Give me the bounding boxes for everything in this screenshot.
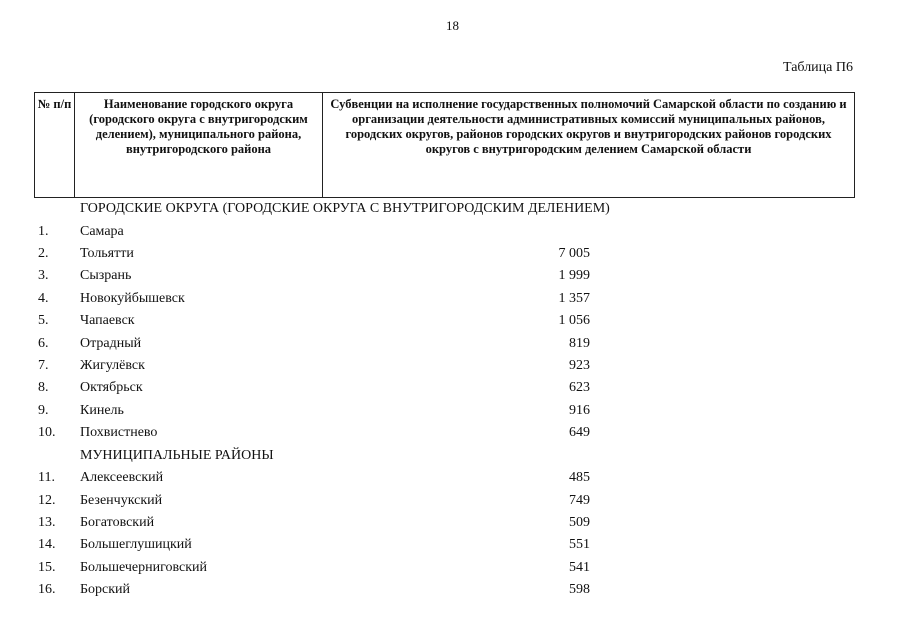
row-number: 16. [38, 582, 56, 598]
table-row [0, 221, 905, 243]
row-name: Большечерниговский [80, 559, 208, 575]
row-number: 2. [38, 246, 49, 261]
row-number: 11. [38, 470, 55, 486]
row-value: 541 [569, 559, 590, 575]
row-value: 923 [569, 358, 590, 373]
row-value: 1 999 [558, 268, 590, 284]
row-name: Борский [80, 582, 131, 598]
row-number: 8. [38, 380, 49, 396]
row-name: Сызрань [80, 268, 132, 284]
row-name: Похвистнево [80, 425, 158, 441]
row-value: 649 [569, 425, 590, 441]
row-name: Кинель [80, 402, 124, 418]
row-value: 1 357 [558, 290, 590, 306]
row-name: Самара [80, 223, 124, 239]
row-name: Октябрьск [80, 380, 143, 396]
row-value: 819 [569, 335, 590, 351]
row-number: 4. [38, 290, 49, 306]
row-value: 916 [569, 402, 590, 418]
row-name: Новокуйбышевск [80, 290, 185, 306]
row-number: 13. [38, 515, 56, 530]
table-row [0, 310, 905, 332]
row-number: 15. [38, 559, 56, 575]
row-number: 9. [38, 402, 49, 418]
header-subvention-column: Субвенции на исполнение государственных полномочий Самарской области по созданию и организации деятельности административных комиссий муниципальных районов, городских округов, районов городских округов и внутригородских районов городских округов с внутригородским делением Самарской области [330, 97, 847, 156]
row-number: 7. [38, 358, 49, 373]
table-row [0, 400, 905, 422]
row-number: 6. [38, 335, 49, 351]
row-value: 485 [569, 470, 590, 486]
table-row [0, 557, 905, 579]
header-name-column: Наименование городского округа (городского округа с внутригородским делением), муниципального района, внутригородского района [75, 93, 323, 197]
row-name: Большеглушицкий [80, 537, 192, 553]
row-name: Алексеевский [80, 470, 164, 486]
section-heading: ГОРОДСКИЕ ОКРУГА (ГОРОДСКИЕ ОКРУГА С ВНУТРИГОРОДСКИМ ДЕЛЕНИЕМ) [80, 201, 610, 216]
row-number: 1. [38, 223, 49, 239]
table-row [0, 512, 905, 534]
row-number: 12. [38, 492, 56, 508]
row-number: 3. [38, 268, 49, 284]
row-number: 10. [38, 425, 56, 441]
table-header [34, 92, 855, 198]
table-row [0, 490, 905, 512]
table-row [0, 377, 905, 399]
table-row [0, 355, 905, 377]
row-number: 14. [38, 537, 56, 553]
table-row [0, 422, 905, 444]
table-row [0, 243, 905, 265]
row-value: 749 [569, 492, 590, 508]
row-name: Отрадный [80, 335, 142, 351]
row-name: Тольятти [80, 246, 134, 261]
row-value: 551 [569, 537, 590, 553]
row-name: Безенчукский [80, 492, 163, 508]
row-name: Жигулёвск [80, 358, 145, 373]
table-row [0, 265, 905, 287]
row-value: 7 005 [558, 246, 590, 261]
section-heading: МУНИЦИПАЛЬНЫЕ РАЙОНЫ [80, 447, 274, 463]
row-value: 509 [569, 515, 590, 530]
page-number: 18 [446, 18, 459, 33]
header-number-column: № п/п [35, 93, 75, 197]
row-value: 623 [569, 380, 590, 396]
table-label: Таблица П6 [783, 60, 853, 75]
row-value: 598 [569, 582, 590, 598]
table-row [0, 579, 905, 601]
table-row [0, 333, 905, 355]
row-name: Чапаевск [80, 313, 135, 329]
table-row [0, 288, 905, 310]
table-row [0, 534, 905, 556]
table-row [0, 467, 905, 489]
row-number: 5. [38, 313, 49, 329]
row-name: Богатовский [80, 515, 155, 530]
row-value: 1 056 [558, 313, 590, 329]
